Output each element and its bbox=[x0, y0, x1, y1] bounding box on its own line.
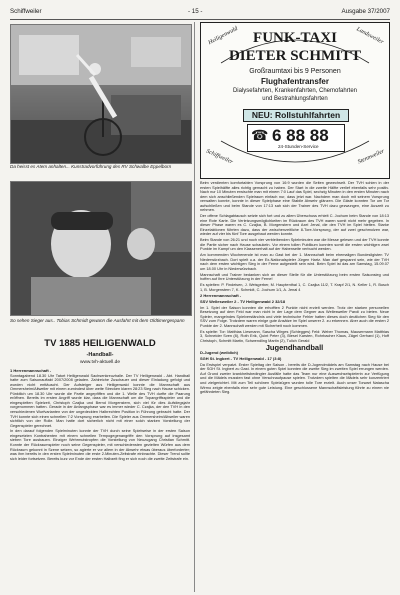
article-paragraph: Der offene Schlagabtausch setzte sich fort und zu allem Überschuss erhielt C. Jochum beim Stande von 18:13 eine Rote Karte. Die Verletzungsmöglichkeiten im Rückraum des TVH waren somit nicht mehr gegeben. In dieser Phase waren es C. Czajka, B. Morgenstern und Axel Jenal, die den TVH im Spiel hielten. Starke Einzelaktionen führten dazu, dass der zwischenzeitliche 8-Tore-Vorsprung, der auf zwei geschmolzen war, wieder auf vier bis fünf Tore ausgebaut werden konnte. bbox=[200, 214, 389, 237]
header-rule bbox=[10, 19, 390, 20]
left-article bbox=[10, 369, 190, 462]
article-paragraph: Am kommenden Wochenende ist man zu Gast bei der 1. Mannschaft beim ehemaligen Bundesligisten TV Niederwürzbach. Dort spielt u.a. der Ex-Nationalspieler Jürgen Hartz. Man darf gespannt sein, wie der TVH nach dem ersten wichtigen Sieg in der Ferne aufgestellt sein wird. Beim Spiel ist das am Samstag, 15.09.07 um 18.00 Uhr in Niederwürzbach. bbox=[200, 253, 389, 271]
tv-subtitle: -Handball- bbox=[86, 352, 114, 358]
match-result-heading: SSV Wellesweiler 2 - TV Heiligenwald 2 32/18 bbox=[200, 298, 286, 304]
ad-rollstuhl-badge: NEU: Rollstuhlfahrten bbox=[243, 109, 349, 122]
ad-line-4: und Bestrahlungsfahrten bbox=[262, 96, 328, 102]
cyclist-photo-illustration bbox=[11, 25, 191, 163]
article-paragraph: Beim verdienten komfortablen Vorsprung von 16:9 wurden die Seiten gewechselt. Der TVH schien in der ersten Spielhälfte alles richtig gemacht zu haben. Der Start in die zweite Hälfte verlief ebenfalls sehr positiv. Nach nur 10 Minuten erwischte man mit einem 7:0 Lauf das Spiel, sechzig Minuten in den ersten Minuten nach dem sich anschließenden Spielraum einfach nur, dass jetzt war. Nachdem man doch mit seinem Vorsprung verwalten konnte, konnte in dieser Spielphase eine Stabile Abwehr glänzen. Die Gäste konnten Tor um Tor aufschließen und beim Stande von 17:13 sah sich der Trainer des TVH dazu gezwungen, eine Auszeit zu nehmen. bbox=[200, 181, 389, 213]
photo-winner bbox=[10, 181, 192, 316]
tv-website: www.tvh-aktuell.de bbox=[80, 360, 120, 365]
ad-title-2: DIETER SCHMITT bbox=[228, 48, 362, 64]
ad-town-bottom-left: Schiffweiler bbox=[205, 148, 234, 166]
article-paragraph: Beim Stande von 26:21 und noch vier verbleibenden Spielminuten war die Messe gelesen und der TVH konnte die Partie sicher nach Hause schaukeln. Vor einem tollen Publikum konnten somit die ersten wichtigen zwei Punkte im Kampf um den Klassenerhalt auf der Habenseite verbucht werden. bbox=[200, 238, 389, 252]
ad-town-right: Landsweiler bbox=[355, 26, 385, 46]
jugend-match-heading: SGH St. Ingbert - TV Heiligenwald - 17 (3:8) bbox=[200, 355, 282, 361]
article-paragraph: In den darauf folgenden Spielminuten konnte der TVH durch seine Spielweise in der ersten Saison eingesetzten Kontrahenten mit einem schnellen Tempogegenangriffe den Vorsprung auf insgesamt sieben Tore ausbauen. Einziger Wehrmutstropfen die Vorstellung von Neuzugang Christian Schmitt. Konnte der Rückraumspieler noch seine Gegenspieler, mit verschiedensten gezielten Würfen aus dem Rückraum gekonnt in Szene setzen, so agierte er vor allem in der Abwehr etwas überaus überforderter; was ihm bereits in den ersten Spielminuten die erste 2-Minuten-Zeitstrafe einbrachte. Dieser Trend sollte sich leider fortsetzen. Bereits kurz vor Ende der ersten Halbzeit fing er sich noch die zweite Zeitstrafe ein. bbox=[10, 429, 190, 461]
header-left: Schiffweiler bbox=[10, 8, 42, 15]
photo1-caption: Da heisst es Atem anhalten... Kunstradvorführung des RV Schwalbe Eppelborn bbox=[10, 164, 172, 169]
ad-service: 24-Stunden-Service bbox=[278, 144, 319, 149]
lineup-paragraph: Es spielten: P. Findeisen, J. Weisgerber, M. Hauptenthal 1, C. Czajka 11/2, T. Krapf 2/1, N. Keller 1, R. Busch 1, B. Morgenstern 7, K. Schmidt, C. Jochum 1/1, A. Jenal 4 bbox=[200, 282, 389, 292]
article-heading-1: 1 Herrenmannschaft - bbox=[10, 368, 52, 373]
ad-town-bottom-right: Stennweiler bbox=[356, 148, 385, 166]
article-paragraph: Sonntagabend 18.30 Uhr Tatort Heiligenwald Sachsenkreuzhalle. Der TV Heiligenwald - Abt. Handball hatte zum Saisonauftakt 2007/2008 geladen. Zahlreiche Zuschauer und dieser Einladung gefolgt und wurden nicht enttäuscht. Der Aufsteiger aus Heiligenwald konnte die Mannschaft aus Ommersheim/Altweiler mit einem zumindest über weite Strecken klaren 28:23 Sieg nach Hause schicken. Pünktlich um 18.30 Uhr wurde die Partie angepfiffen und die 1. Welle des TVH durfte die Paarung eröffnen. Bereits im ersten Angriff wurde klar, dass die Mannschaft um die Topangriffsspieler und die eingespielten Spielzeit, Christoph Czajka und Bernd Morgenstern, sich viel für dies Aufstiegsjahr vorgenommen hatten. Gerade in der Anfangsphase war es immer wieder C. Czajka, der den TVH in den verschiedenen Wurfvarianten von der ungedeckten Halbrechten Position in Führung gebracht hatte. Der TVH konnte sich einen schnellen 7:2 Vorsprung erarbeiten. Die Spieler aus Ommersheim/Altweiler waren sichtlich von der Rolle. Man hatte dort sicherlich nicht mit einer solch starken Vorstellung der Gegenspieler gerechnet. bbox=[10, 373, 190, 428]
ad-title-1: FUNK-TAXI bbox=[253, 30, 337, 46]
ad-phone-box bbox=[247, 124, 345, 152]
phone-icon: ☎ bbox=[251, 127, 269, 143]
right-article bbox=[200, 181, 389, 396]
taxi-advertisement bbox=[200, 22, 390, 179]
article-paragraph: Da Erstspiel verpatzt. Erster Spieltag der Saison - bereits die D-Jugendmädels am Samstag nach Hause bei der SGH St. Ingbert zu Gast. In einem guten Spiel konnten die zweite Sieg im zweiten Spiel errungen werden. Auf Grund zweier krankheitsbedingter Ausfälle hatte das Team nur eine Auswechselspielerin zur Verfügung und die Mädels mussten fast ohne Verschnaufpause spielen. Trotzdem spielten die Mädels sehr konzentriert und zielgerichtet. Mit zum Teil schönen Spielzügen wurden tolle Tore erzielt. Auch unser Torwart Natascha Wirmo zeigte ebenfalls eine sehr gute Leistung. Eine geschlossene Mannschaftsleistung führte zu einem nie gefährdeten Sieg. bbox=[200, 362, 389, 395]
jugend-title: Jugendhandball bbox=[265, 342, 324, 352]
lineup-paragraph: Es spielte: Tor: Matthias Liesmann, Sascha Wirges (Schlegges) Feld: Weber Thomas, Mausermann Matthias 3, Schneider Sven (8), Roth Erik, Quint Peter (3), Biesel Karsten, Rohrbacher Klaus, Zägel Gerhard (1), Hoff Christoph, Schmitt Martin, Schwendling Martin (2), Tulich Gerald bbox=[200, 329, 389, 343]
ad-line-3: Dialysefahrten, Krankenfahrten, Chemofahrten bbox=[232, 88, 358, 94]
ad-line-2: Flughafentransfer bbox=[260, 77, 329, 86]
ad-town-left: Heiligenwald bbox=[207, 25, 239, 47]
page-number: - 15 - bbox=[188, 8, 203, 15]
photo-cyclist bbox=[10, 24, 192, 164]
tv-title: TV 1885 HEILIGENWALD bbox=[44, 338, 156, 349]
jugend-heading: D-Jugend (weiblich) bbox=[200, 350, 238, 356]
winner-photo-illustration bbox=[11, 182, 191, 315]
photo2-caption: So sehen Sieger aus.. Tobias Schmidt gewann die Ausfahrt mit dem Oldtimergespann bbox=[10, 318, 185, 323]
ad-line-1: Großraumtaxi bis 9 Personen bbox=[249, 68, 341, 75]
ad-phone-number: 6 88 88 bbox=[272, 126, 329, 145]
column-divider bbox=[194, 22, 195, 592]
header-right: Ausgabe 37/2007 bbox=[341, 8, 390, 15]
article-heading-2: 2 Herrenmannschaft - bbox=[200, 293, 242, 299]
article-paragraph: Mannschaft und Trainer bedanken sich an dieser Stelle für die Unterstützung beim ersten Saisonsieg und hoffen auf Ihre Unterstützung in der Ferne! bbox=[200, 272, 389, 282]
article-paragraph: Im 1. Spiel der Saison konnten die erhofften 2 Punkte nicht erzielt werden. Trotz der starken personellen Besetzung auf dem Feld war man nicht in der Lage dem Gegner aus Wellesweiler Paroli zu bieten. Neue Spieler, mangelndes Spielverständnis und viele technische Fehler hatten dieses doch deutlichen Sieg für den SSV zum Folge. Trotzdem waren einige gute Ansätze im Spiel unserer 2. zu erkennen. Aber auch die ersten 2 Punkte der 2. Mannschaft werden mit Sicherheit noch kommen. bbox=[200, 305, 389, 329]
